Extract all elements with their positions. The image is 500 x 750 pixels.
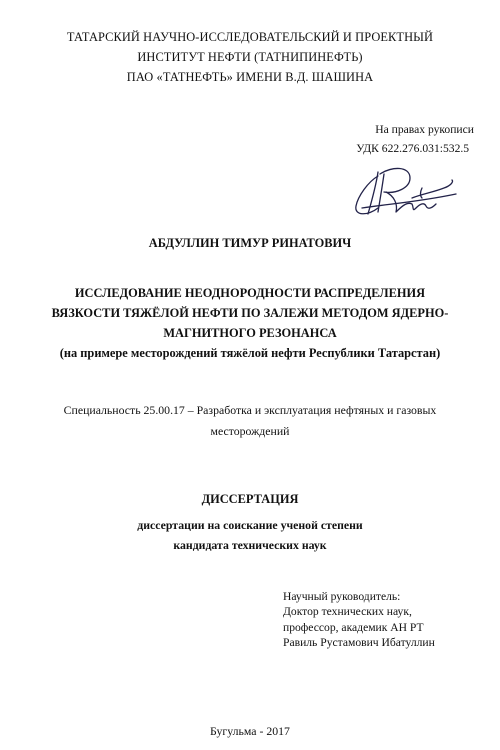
institution-line-2: ИНСТИТУТ НЕФТИ (ТАТНИПИНЕФТЬ) [137,50,363,64]
supervisor-degree: Доктор технических наук, [283,605,412,619]
udk-code: УДК 622.276.031:532.5 [356,142,470,155]
supervisor-label: Научный руководитель: [283,590,401,603]
supervisor-block [283,589,435,651]
author-name: АБДУЛЛИН ТИМУР РИНАТОВИЧ [148,236,352,250]
handwritten-signature [348,158,460,222]
institution-header [20,27,480,87]
specialty-block [20,400,480,442]
supervisor-name: Равиль Рустамович Ибатуллин [283,636,435,650]
dissertation-title [14,283,486,363]
institution-line-1: ТАТАРСКИЙ НАУЧНО-ИССЛЕДОВАТЕЛЬСКИЙ И ПРОЕКТНЫЙ [66,30,434,44]
degree-line-1: диссертации на соискание ученой степени [137,518,363,532]
title-subtitle: (на примере месторождений тяжёлой нефти Республики Татарстан) [59,346,441,360]
institution-line-3: ПАО «ТАТНЕФТЬ» ИМЕНИ В.Д. ШАШИНА [126,70,374,84]
specialty-line-1: Специальность 25.00.17 – Разработка и эксплуатация нефтяных и газовых [63,403,437,417]
manuscript-rights-label: На правах рукописи [375,123,474,136]
degree-block [20,515,480,555]
city-year: Бугульма - 2017 [210,724,290,738]
supervisor-title: профессор, академик АН РТ [283,620,424,634]
manuscript-rights-block [356,120,474,158]
title-line-1: ИССЛЕДОВАНИЕ НЕОДНОРОДНОСТИ РАСПРЕДЕЛЕНИЯ [74,286,426,300]
document-type: ДИССЕРТАЦИЯ [201,492,299,506]
title-line-3: МАГНИТНОГО РЕЗОНАНСА [163,326,337,340]
title-line-2: ВЯЗКОСТИ ТЯЖЁЛОЙ НЕФТИ ПО ЗАЛЕЖИ МЕТОДОМ ЯДЕРНО- [51,306,449,320]
specialty-line-2: месторождений [210,424,290,438]
degree-line-2: кандидата технических наук [173,538,327,552]
